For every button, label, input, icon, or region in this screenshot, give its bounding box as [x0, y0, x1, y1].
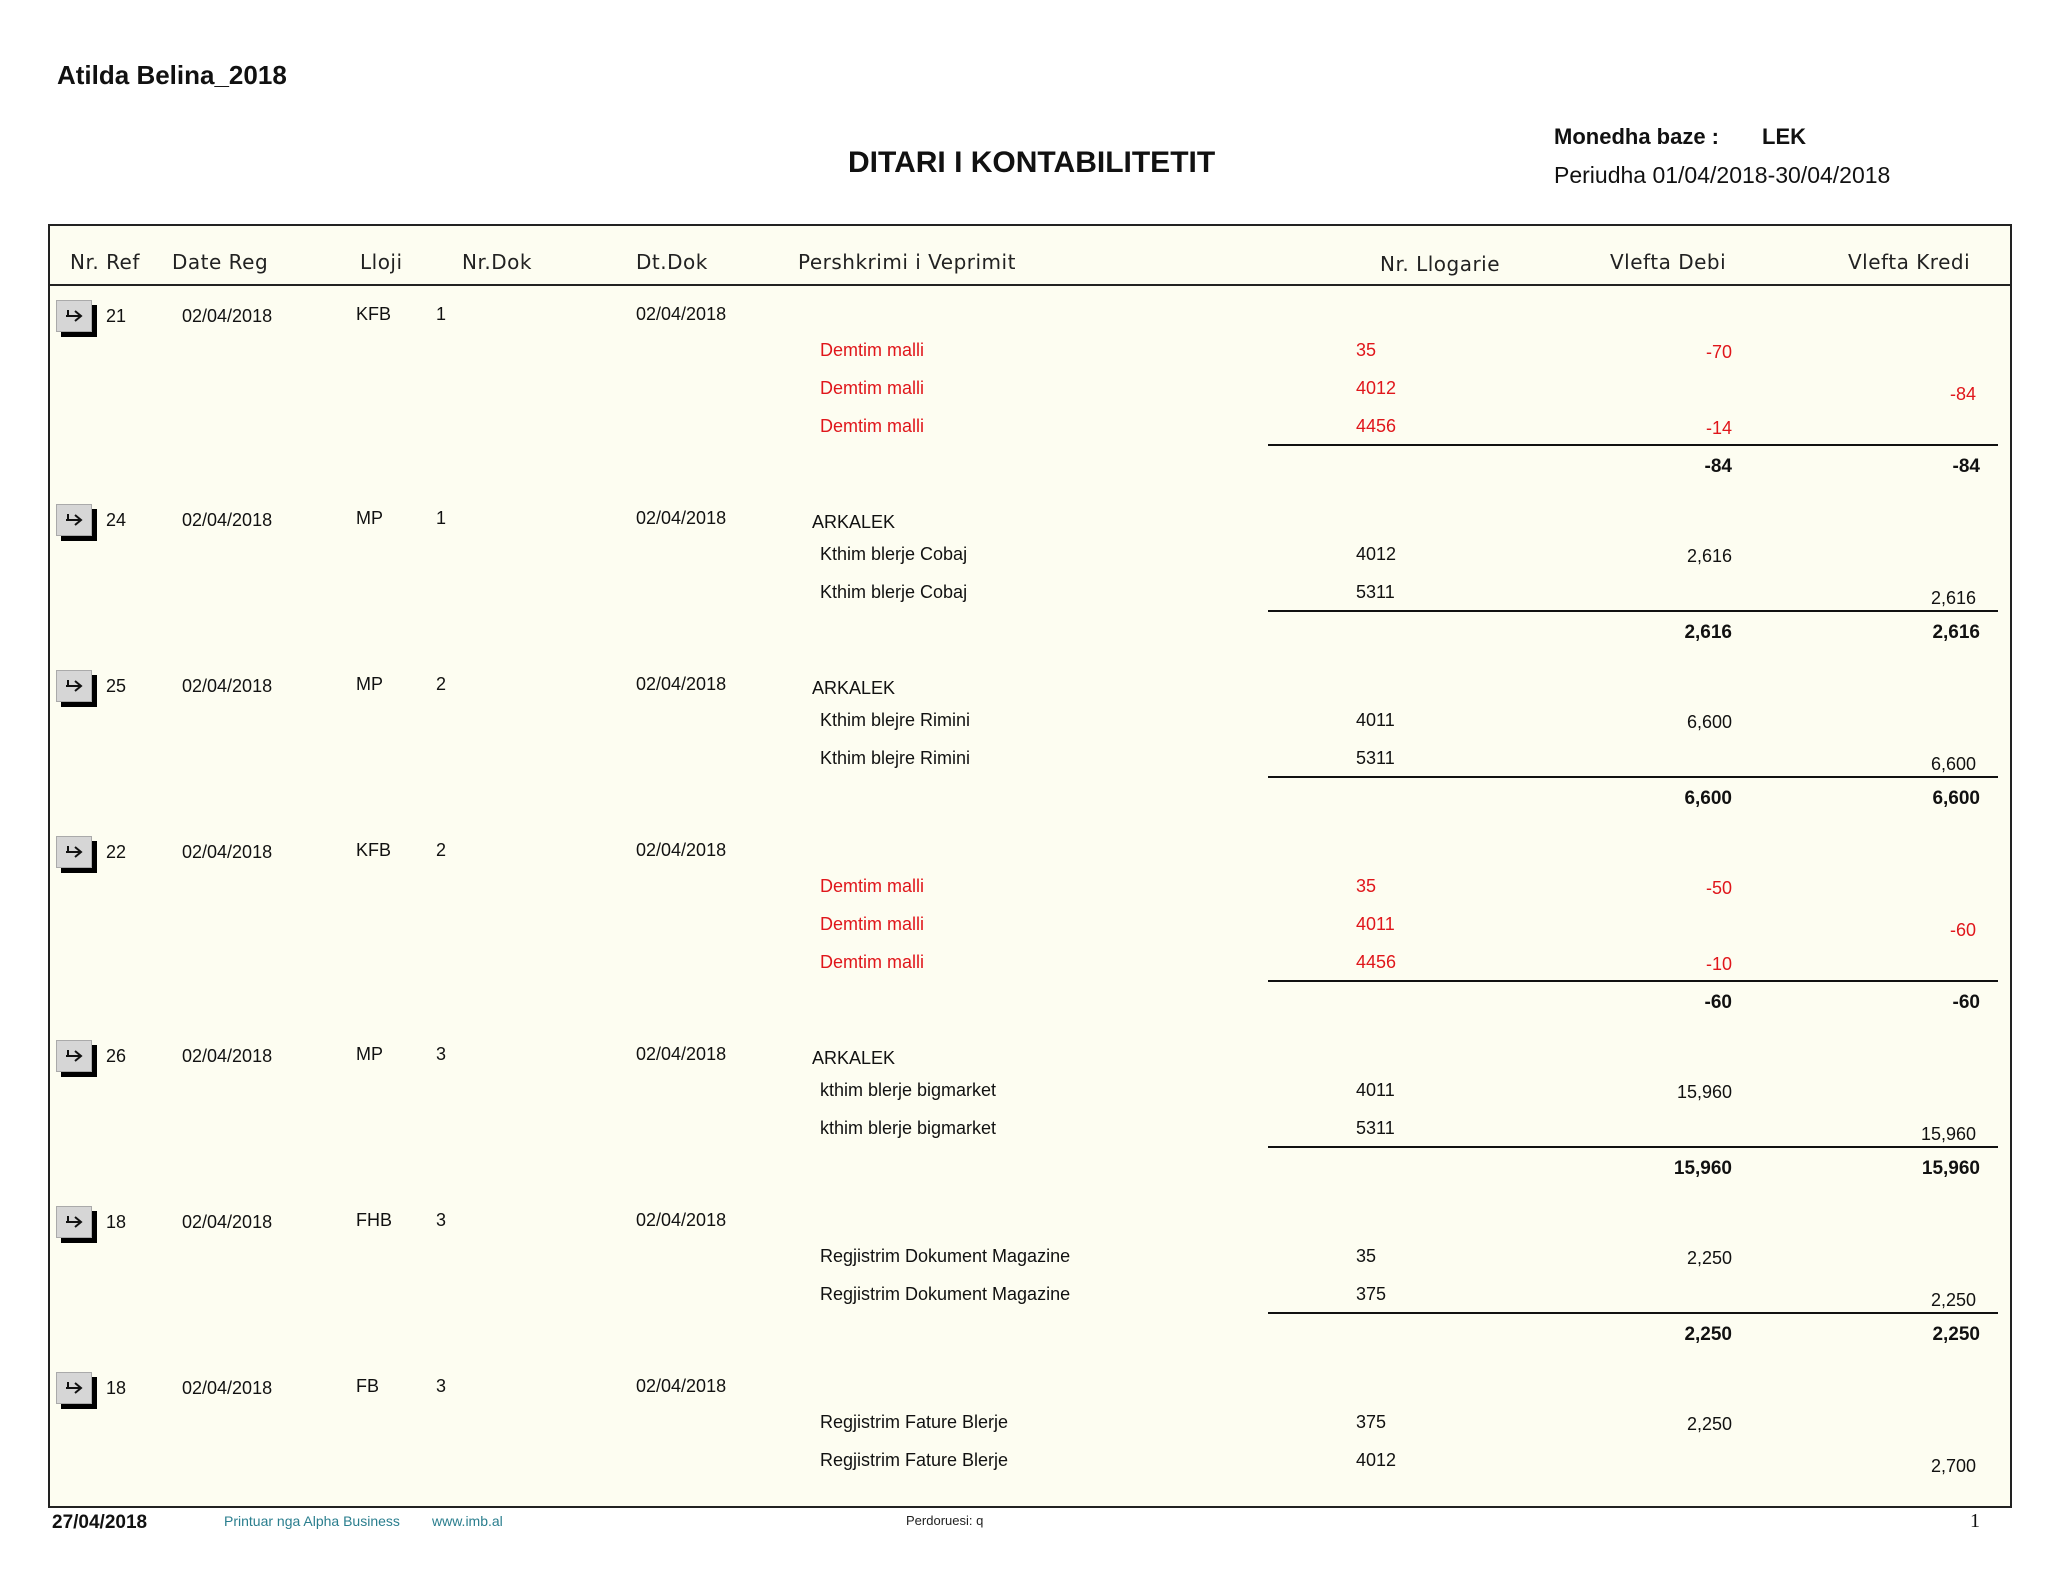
line-debit: 6,600 [1686, 712, 1732, 732]
entry-total-credit: 2,616 [1932, 622, 1980, 643]
line-debit: -14 [1705, 418, 1732, 438]
footer-printed-by: Printuar nga Alpha Business [224, 1513, 400, 1529]
entry-total-debit: 6,600 [1684, 788, 1732, 809]
line-credit: 2,616 [1930, 588, 1976, 608]
line-credit: 15,960 [1920, 1124, 1976, 1144]
report-title: DITARI I KONTABILITETIT [848, 146, 1216, 179]
line-description: Kthim blejre Rimini [820, 710, 971, 730]
entry-type: MP [356, 508, 383, 528]
entry-ref: 25 [106, 676, 127, 696]
arrow-right-icon [64, 843, 86, 861]
entry-dt-dok: 02/04/2018 [636, 674, 727, 694]
line-account: 5311 [1356, 748, 1395, 768]
entry-dt-dok: 02/04/2018 [636, 1044, 727, 1064]
entry-nr-dok: 2 [436, 674, 447, 694]
currency-label: Monedha baze : [1554, 124, 1720, 149]
entry-nr-dok: 1 [436, 304, 447, 324]
entry-date-reg: 02/04/2018 [182, 306, 273, 326]
entry-total-credit: -60 [1952, 992, 1980, 1013]
entry-cash-account: ARKALEK [812, 678, 896, 698]
col-date-reg: Date Reg [172, 250, 269, 274]
entry-total-credit: 15,960 [1921, 1158, 1980, 1179]
line-account: 4011 [1356, 710, 1395, 730]
entry-dt-dok: 02/04/2018 [636, 840, 727, 860]
entry-total-rule [1268, 610, 1998, 612]
line-description: Regjistrim Fature Blerje [820, 1450, 1009, 1470]
entry-total-credit: 6,600 [1932, 788, 1980, 809]
line-account: 375 [1356, 1412, 1387, 1432]
open-entry-button[interactable] [56, 300, 92, 332]
entry-cash-account: ARKALEK [812, 1048, 896, 1068]
line-description: kthim blerje bigmarket [820, 1118, 997, 1138]
line-description: Demtim malli [820, 876, 925, 896]
line-credit: -60 [1949, 920, 1976, 940]
line-credit: 2,250 [1930, 1290, 1976, 1310]
arrow-right-icon [64, 1047, 86, 1065]
entry-total-rule [1268, 1312, 1998, 1314]
entry-nr-dok: 1 [436, 508, 447, 528]
entry-type: KFB [356, 304, 392, 324]
entry-ref: 26 [106, 1046, 127, 1066]
line-account: 4012 [1356, 378, 1397, 398]
entry-ref: 21 [106, 306, 127, 326]
line-account: 4012 [1356, 544, 1397, 564]
entry-nr-dok: 3 [436, 1376, 447, 1396]
entry-total-rule [1268, 980, 1998, 982]
col-description: Pershkrimi i Veprimit [798, 250, 1016, 274]
entry-type: MP [356, 674, 383, 694]
entry-total-debit: 2,250 [1684, 1324, 1732, 1345]
entry-ref: 18 [106, 1378, 127, 1398]
line-description: Demtim malli [820, 416, 925, 436]
entry-total-debit: 15,960 [1673, 1158, 1732, 1179]
entry-date-reg: 02/04/2018 [182, 676, 273, 696]
currency-value: LEK [1762, 124, 1806, 149]
line-debit: 2,250 [1686, 1248, 1732, 1268]
entry-dt-dok: 02/04/2018 [636, 304, 727, 324]
arrow-right-icon [64, 677, 86, 695]
line-account: 35 [1356, 340, 1377, 360]
entry-total-debit: -60 [1704, 992, 1732, 1013]
line-description: Demtim malli [820, 952, 925, 972]
open-entry-button[interactable] [56, 670, 92, 702]
open-entry-button[interactable] [56, 504, 92, 536]
open-entry-button[interactable] [56, 836, 92, 868]
entry-type: FHB [356, 1210, 392, 1230]
line-description: kthim blerje bigmarket [820, 1080, 997, 1100]
line-debit: -70 [1705, 342, 1732, 362]
line-account: 375 [1356, 1284, 1387, 1304]
line-description: Demtim malli [820, 378, 925, 398]
line-debit: -10 [1705, 954, 1732, 974]
arrow-right-icon [64, 511, 86, 529]
line-description: Kthim blejre Rimini [820, 748, 971, 768]
line-account: 4456 [1356, 952, 1397, 972]
entry-dt-dok: 02/04/2018 [636, 1210, 727, 1230]
entry-total-debit: 2,616 [1684, 622, 1732, 643]
entry-ref: 24 [106, 510, 127, 530]
entry-ref: 18 [106, 1212, 127, 1232]
entry-dt-dok: 02/04/2018 [636, 1376, 727, 1396]
line-account: 4012 [1356, 1450, 1397, 1470]
entry-ref: 22 [106, 842, 127, 862]
line-account: 4011 [1356, 914, 1395, 934]
entry-date-reg: 02/04/2018 [182, 1046, 273, 1066]
page-number: 1 [1970, 1510, 1980, 1532]
entry-cash-account: ARKALEK [812, 512, 896, 532]
line-debit: 15,960 [1676, 1082, 1732, 1102]
table-header [50, 226, 2010, 286]
line-account: 5311 [1356, 1118, 1395, 1138]
col-dt-dok: Dt.Dok [636, 250, 708, 274]
line-description: Kthim blerje Cobaj [820, 544, 968, 564]
report-period: Periudha 01/04/2018-30/04/2018 [1554, 162, 1891, 188]
col-credit: Vlefta Kredi [1848, 250, 1971, 274]
col-debit: Vlefta Debi [1610, 250, 1727, 274]
line-credit: 6,600 [1930, 754, 1976, 774]
company-name: Atilda Belina_2018 [57, 60, 287, 90]
entry-total-rule [1268, 444, 1998, 446]
col-nr-dok: Nr.Dok [462, 250, 532, 274]
entry-date-reg: 02/04/2018 [182, 1212, 273, 1232]
line-account: 35 [1356, 876, 1377, 896]
footer-user: Perdoruesi: q [906, 1513, 984, 1528]
entry-date-reg: 02/04/2018 [182, 1378, 273, 1398]
line-description: Regjistrim Fature Blerje [820, 1412, 1009, 1432]
entry-total-credit: 2,250 [1932, 1324, 1980, 1345]
line-account: 5311 [1356, 582, 1395, 602]
entry-nr-dok: 3 [436, 1210, 447, 1230]
open-entry-button[interactable] [56, 1206, 92, 1238]
entry-type: FB [356, 1376, 380, 1396]
arrow-right-icon [64, 1213, 86, 1231]
line-description: Demtim malli [820, 340, 925, 360]
line-description: Regjistrim Dokument Magazine [820, 1246, 1071, 1266]
line-debit: 2,616 [1686, 546, 1732, 566]
line-credit: 2,700 [1930, 1456, 1976, 1476]
footer-url[interactable]: www.imb.al [432, 1513, 503, 1529]
entry-date-reg: 02/04/2018 [182, 510, 273, 530]
line-debit: 2,250 [1686, 1414, 1732, 1434]
entry-date-reg: 02/04/2018 [182, 842, 273, 862]
line-description: Regjistrim Dokument Magazine [820, 1284, 1071, 1304]
line-description: Demtim malli [820, 914, 925, 934]
line-account: 35 [1356, 1246, 1377, 1266]
arrow-right-icon [64, 1379, 86, 1397]
line-account: 4011 [1356, 1080, 1395, 1100]
entry-total-debit: -84 [1704, 456, 1732, 477]
col-type: Lloji [360, 250, 403, 274]
open-entry-button[interactable] [56, 1372, 92, 1404]
entry-nr-dok: 2 [436, 840, 447, 860]
footer-date: 27/04/2018 [52, 1512, 148, 1533]
line-description: Kthim blerje Cobaj [820, 582, 968, 602]
entry-nr-dok: 3 [436, 1044, 447, 1064]
line-account: 4456 [1356, 416, 1397, 436]
entry-total-rule [1268, 776, 1998, 778]
entry-total-credit: -84 [1952, 456, 1980, 477]
entry-total-rule [1268, 1146, 1998, 1148]
entry-type: MP [356, 1044, 383, 1064]
entry-dt-dok: 02/04/2018 [636, 508, 727, 528]
entry-type: KFB [356, 840, 392, 860]
col-account: Nr. Llogarie [1380, 252, 1501, 276]
line-debit: -50 [1705, 878, 1732, 898]
line-credit: -84 [1949, 384, 1976, 404]
open-entry-button[interactable] [56, 1040, 92, 1072]
arrow-right-icon [64, 307, 86, 325]
journal-table [48, 224, 2012, 1508]
col-ref: Nr. Ref [70, 250, 140, 274]
